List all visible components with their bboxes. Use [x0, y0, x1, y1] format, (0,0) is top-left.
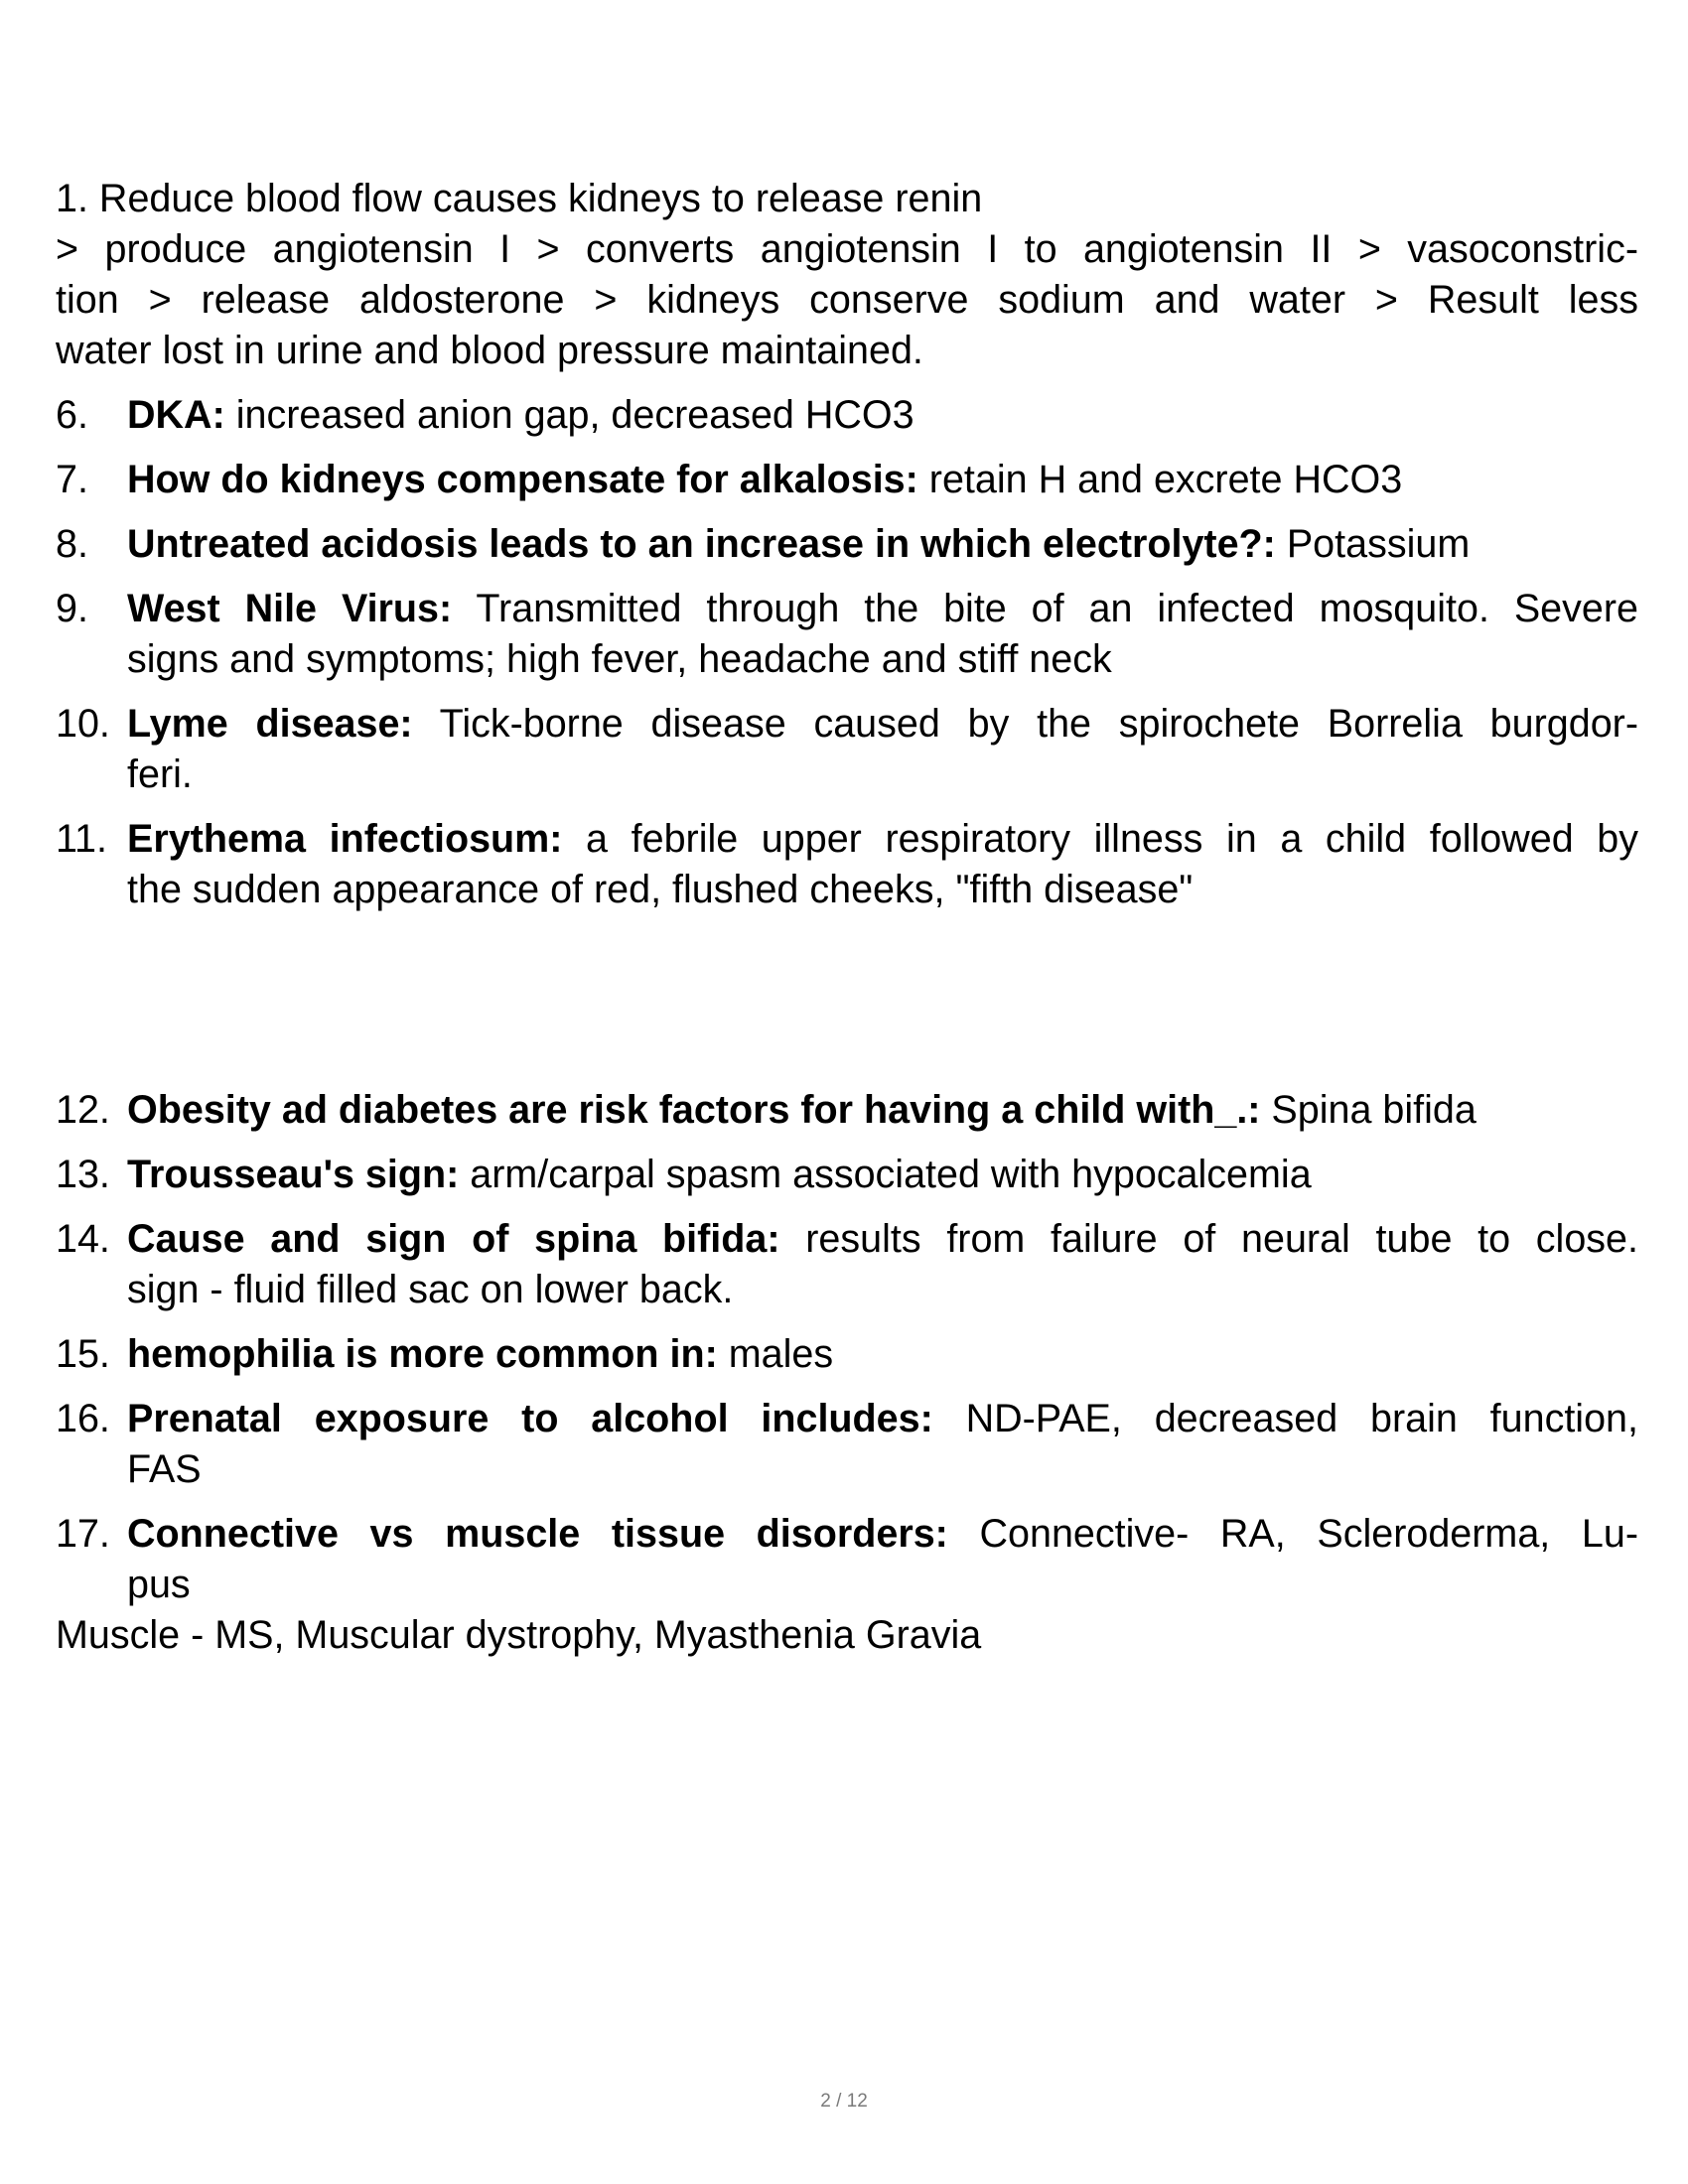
item-definition: Potassium	[1275, 522, 1471, 566]
item-term: Prenatal exposure to alcohol includes:	[127, 1397, 933, 1440]
item-term: Untreated acidosis leads to an increase in which electrolyte?:	[127, 522, 1276, 566]
item-term: Lyme disease:	[127, 702, 413, 746]
list-item-14	[56, 1214, 1638, 1315]
item-number: 14.	[56, 1217, 110, 1261]
item-number: 16.	[56, 1397, 110, 1440]
list-item-8	[56, 519, 1638, 570]
item-definition: a febrile upper respiratory illness in a child followed by	[562, 817, 1638, 861]
item-term: Connective vs muscle tissue disorders:	[127, 1512, 948, 1556]
page-indicator: 2 / 12	[820, 2091, 868, 2112]
item-term: How do kidneys compensate for alkalosis:	[127, 458, 918, 501]
paragraph-line: water lost in urine and blood pressure maintained.	[56, 329, 923, 372]
item-definition: Connective- RA, Scleroderma, Lu-	[947, 1512, 1638, 1556]
paragraph-line: 1. Reduce blood flow causes kidneys to release renin	[56, 177, 983, 220]
item-continuation-line: signs and symptoms; high fever, headache and stiff neck	[127, 637, 1112, 681]
list-item-10	[56, 699, 1638, 800]
list-item-6	[56, 390, 1638, 441]
item-continuation-line: sign - fluid filled sac on lower back.	[127, 1268, 734, 1311]
list-item-12	[56, 1085, 1638, 1136]
item-number: 8.	[56, 522, 88, 566]
item-term: Erythema infectiosum:	[127, 817, 563, 861]
item-number: 17.	[56, 1512, 110, 1556]
item-line	[127, 1214, 1638, 1265]
item-continuation-line: feri.	[127, 752, 193, 796]
item-line	[127, 814, 1638, 865]
item-term: Trousseau's sign:	[127, 1153, 460, 1196]
item-line	[127, 390, 1638, 441]
item-definition: Spina bifida	[1260, 1088, 1477, 1132]
item-definition: Tick-borne disease caused by the spirochete Borrelia burgdor-	[412, 702, 1638, 746]
notes-block-bottom	[56, 1085, 1638, 1661]
item-number: 13.	[56, 1153, 110, 1196]
item-term: DKA:	[127, 393, 225, 437]
item-continuation-line: FAS	[127, 1447, 202, 1491]
paragraph-line: > produce angiotensin I > converts angiotensin I to angiotensin II > vasoconstric-	[56, 227, 1638, 271]
item-line	[127, 455, 1638, 505]
item-term: Cause and sign of spina bifida:	[127, 1217, 780, 1261]
item-line	[127, 699, 1638, 750]
trailing-text-line: Muscle - MS, Muscular dystrophy, Myasthenia Gravia	[56, 1613, 982, 1657]
item-definition: ND-PAE, decreased brain function,	[932, 1397, 1638, 1440]
item-number: 6.	[56, 393, 88, 437]
item-term: Obesity ad diabetes are risk factors for having a child with_.:	[127, 1088, 1261, 1132]
item-line	[127, 1329, 1638, 1380]
list-item-13	[56, 1150, 1638, 1200]
item-definition: Transmitted through the bite of an infected mosquito. Severe	[452, 587, 1638, 630]
item-line	[127, 1150, 1638, 1200]
item-line	[127, 519, 1638, 570]
item-line	[127, 1085, 1638, 1136]
item-continuation-line: the sudden appearance of red, flushed cheeks, "fifth disease"	[127, 868, 1194, 911]
item-term: West Nile Virus:	[127, 587, 453, 630]
item-definition: retain H and excrete HCO3	[917, 458, 1403, 501]
notes-block-top	[56, 174, 1638, 915]
list-item-9	[56, 584, 1638, 685]
list-item-17	[56, 1509, 1638, 1610]
item-number: 11.	[56, 817, 107, 861]
item-continuation-line: pus	[127, 1563, 191, 1606]
item-number: 15.	[56, 1332, 110, 1376]
item-definition: arm/carpal spasm associated with hypocalcemia	[459, 1153, 1312, 1196]
item-line	[127, 584, 1638, 634]
item-definition: results from failure of neural tube to close.	[779, 1217, 1638, 1261]
list-item-15	[56, 1329, 1638, 1380]
list-item-11	[56, 814, 1638, 915]
list-item-7	[56, 455, 1638, 505]
item-number: 10.	[56, 702, 110, 746]
renin-angiotensin-paragraph	[56, 174, 1638, 376]
item-number: 7.	[56, 458, 88, 501]
item-definition: males	[717, 1332, 834, 1376]
list-item-16	[56, 1394, 1638, 1495]
item-number: 9.	[56, 587, 88, 630]
item-definition: increased anion gap, decreased HCO3	[224, 393, 914, 437]
paragraph-line: tion > release aldosterone > kidneys conserve sodium and water > Result less	[56, 278, 1638, 322]
item-term: hemophilia is more common in:	[127, 1332, 718, 1376]
item-line	[127, 1394, 1638, 1444]
item-line	[127, 1509, 1638, 1560]
item-number: 12.	[56, 1088, 110, 1132]
